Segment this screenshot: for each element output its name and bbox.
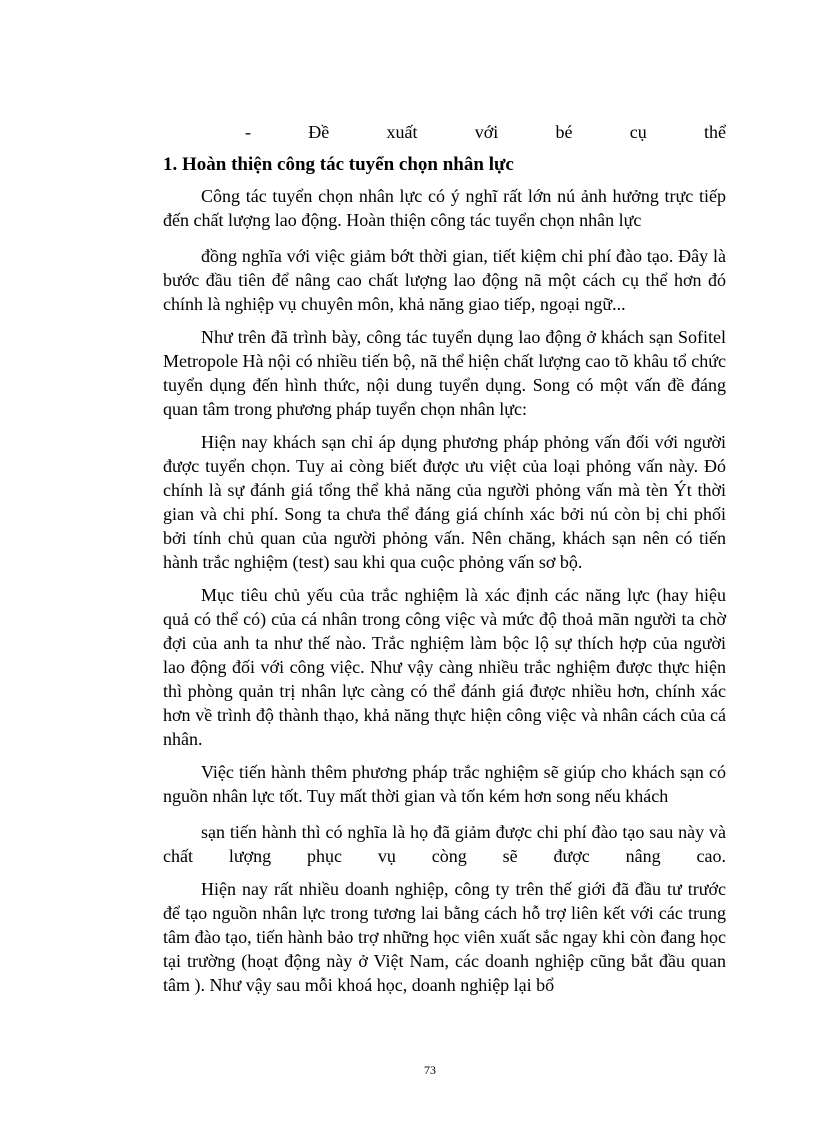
paragraph: sạn tiến hành thì có nghĩa là họ đã giảm được chi phí đào tạo sau này và chất lượng phục vụ còng sẽ được nâng cao.: [163, 822, 726, 866]
proposal-heading: [163, 120, 726, 148]
paragraph: Như trên đã trình bày, công tác tuyển dụng lao động ở khách sạn Sofitel Metropole Hà nội có nhiều tiến bộ, nã thể hiện chất lượng cao tõ khâu tổ chức tuyển dụng đến hình thức, nội dung tuyển dụng. Song có một vấn đề đáng quan tâm trong phương pháp tuyển chọn nhân lực:: [163, 327, 726, 419]
heading-dash: -: [245, 122, 251, 142]
heading-word: với: [474, 122, 499, 142]
paragraph: Hiện nay khách sạn chỉ áp dụng phương pháp phỏng vấn đối với người được tuyển chọn. Tuy ai còng biết được ưu việt của loại phỏng vấn này. Đó chính là sự đánh giá tổng thể khả năng của người phỏng vấn mà tèn Ýt thời gian và chi phí. Song ta chưa thể đáng giá chính xác bởi nú còn bị chi phối bởi tính chủ quan của người phỏng vấn. Nên chăng, khách sạn nên có tiến hành trắc nghiệm (test) sau khi qua cuộc phỏng vấn sơ bộ.: [163, 432, 726, 572]
paragraph: Hiện nay rất nhiều doanh nghiệp, công ty trên thế giới đã đầu tư trước để tạo nguồn nhân lực trong tương lai bằng cách hỗ trợ liên kết với các trung tâm đào tạo, tiến hành bảo trợ những học viên xuất sắc ngay khi còn đang học tại trường (hoạt động này ở Việt Nam, các doanh nghiệp cũng bắt đầu quan tâm ). Như vậy sau mỗi khoá học, doanh nghiệp lại bổ: [163, 879, 726, 995]
page-content: [163, 120, 726, 997]
paragraph: Công tác tuyển chọn nhân lực có ý nghĩ rất lớn nú ảnh hưởng trực tiếp đến chất lượng lao động. Hoàn thiện công tác tuyển chọn nhân lực: [163, 186, 726, 230]
paragraph: đồng nghĩa với việc giảm bớt thời gian, tiết kiệm chi phí đào tạo. Đây là bước đầu tiên để nâng cao chất lượng lao động nã một cách cụ thể hơn đó chính là nghiệp vụ chuyên môn, khả năng giao tiếp, ngoại ngữ...: [163, 246, 726, 314]
heading-word: xuất: [386, 122, 418, 142]
paragraph: Mục tiêu chủ yếu của trắc nghiệm là xác định các năng lực (hay hiệu quả có thể có) của cá nhân trong công việc và mức độ thoả mãn người ta chờ đợi của anh ta như thế nào. Trắc nghiệm làm bộc lộ sự thích hợp của người lao động đối với công việc. Như vậy càng nhiều trắc nghiệm được thực hiện thì phòng quản trị nhân lực càng có thể đánh giá được nhiều hơn, chính xác hơn về trình độ thành thạo, khả năng thực hiện công việc và nhân cách của cá nhân.: [163, 585, 726, 749]
heading-word: Đề: [308, 122, 330, 142]
paragraph: Việc tiến hành thêm phương pháp trắc nghiệm sẽ giúp cho khách sạn có nguồn nhân lực tốt. Tuy mất thời gian và tốn kém hơn song nếu khách: [163, 762, 726, 806]
heading-word: thể: [703, 122, 726, 142]
heading-word: bé: [555, 122, 573, 142]
heading-word: cụ: [629, 122, 647, 142]
section-title: 1. Hoàn thiện công tác tuyển chọn nhân lực: [163, 154, 514, 175]
page-number: 73: [424, 1063, 436, 1077]
